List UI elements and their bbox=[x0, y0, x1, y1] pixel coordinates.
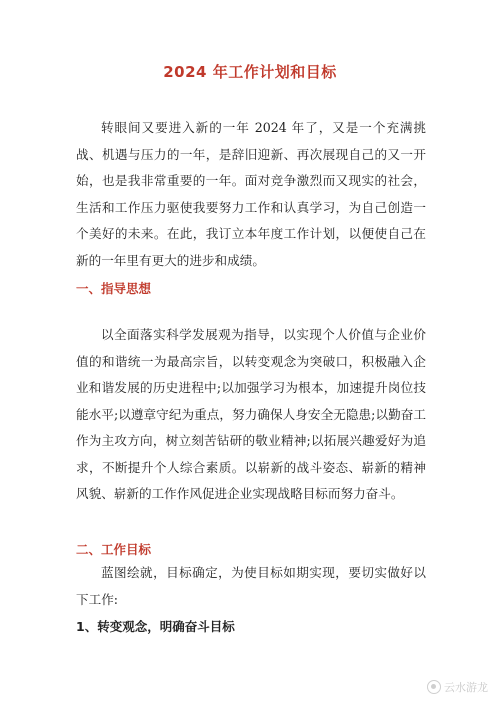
watermark-text: 云水游龙 bbox=[444, 681, 488, 694]
section2-heading: 二、工作目标 bbox=[76, 542, 152, 557]
section1-heading: 一、指导思想 bbox=[76, 281, 152, 296]
section2-paragraph: 蓝图绘就，目标确定，为使目标如期实现，要切实做好以下工作: bbox=[76, 565, 426, 607]
subsection1-heading: 1、转变观念，明确奋斗目标 bbox=[76, 619, 235, 634]
document-title: 2024 年工作计划和目标 bbox=[163, 63, 337, 81]
watermark-logo-icon bbox=[427, 680, 441, 694]
section1-paragraph: 以全面落实科学发展观为指导，以实现个人价值与企业价值的和谐统一为最高宗旨，以转变观念为突破口，积极融入企业和谐发展的历史进程中;以加强学习为根本，加速提升岗位技能水平;以遵章守纪为重点，努力确保人身安全无隐患;以勤奋工作为主攻方向，树立刻苦钻研的敬业精神;以拓展兴趣爱好为追求，不断提升个人综合素质。以崭新的战斗姿态、崭新的精神风貌、崭新的工作作风促进企业实现战略目标而努力奋斗。 bbox=[76, 327, 426, 501]
watermark bbox=[427, 679, 488, 695]
intro-paragraph: 转眼间又要进入新的一年 2024 年了，又是一个充满挑战、机遇与压力的一年，是辞旧迎新、再次展现自己的又一开始，也是我非常重要的一年。面对竞争激烈而又现实的社会，生活和工作压力驱使我要努力工作和认真学习，为自己创造一个美好的未来。在此，我订立本年度工作计划，以便使自己在新的一年里有更大的进步和成绩。 bbox=[76, 120, 426, 268]
